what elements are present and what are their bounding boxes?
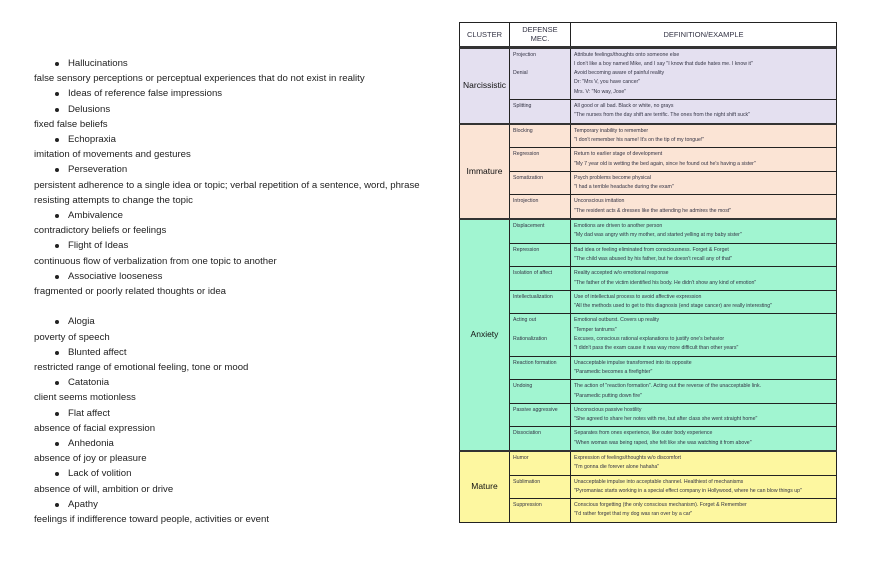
definition-line: Conscious forgetting (the only conscious mechanism). Forget & Remember	[573, 502, 747, 509]
mechanism-cell	[509, 267, 570, 291]
mechanism-cell	[509, 403, 570, 427]
definition-line: "Paramedic becomes a firefighter"	[573, 368, 653, 375]
definition-line: "I had a terrible headache during the exam"	[573, 184, 674, 191]
definition-cell	[570, 171, 836, 195]
mechanism-name: Rationalization	[512, 336, 548, 343]
definition-line: Mrs. V: "No way, Jose"	[573, 88, 627, 95]
table-row	[460, 427, 837, 451]
table-row	[460, 171, 837, 195]
table-row	[460, 47, 837, 99]
cluster-name: Mature	[460, 451, 510, 522]
bullet-term: Blunted affect	[34, 345, 444, 360]
definition-line: Return to earlier stage of development	[573, 151, 663, 158]
term-definition: imitation of movements and gestures	[34, 149, 191, 161]
bullet-term: Ambivalence	[34, 208, 444, 223]
term-definition: feelings if indifference toward people, activities or event	[34, 514, 270, 526]
bullet-term: Flat affect	[34, 406, 444, 421]
definition-line: "She agreed to share her notes with me, but after class she went straight home"	[573, 416, 758, 423]
mechanism-cell	[509, 356, 570, 380]
definition-line: Avoid becoming aware of painful reality	[573, 70, 665, 77]
mechanism-name: Introjection	[512, 198, 539, 205]
definition-cell	[570, 243, 836, 267]
header-definition: DEFINITION/EXAMPLE	[570, 23, 836, 48]
term-definition: poverty of speech	[34, 331, 110, 343]
definition-cell	[570, 219, 836, 243]
term-definition: continuous flow of verbalization from one topic to another	[34, 255, 277, 267]
bullet-term: Ideas of reference false impressions	[34, 86, 444, 101]
definition-line: I don't like a boy named Mike, and I say "I know that dude hates me. I know it"	[573, 60, 753, 67]
mechanism-name: Blocking	[512, 127, 533, 134]
table-row	[460, 499, 837, 523]
bullet-term: Perseveration	[34, 162, 444, 177]
term-definition: fragmented or poorly related thoughts or idea	[34, 286, 226, 298]
definition-line: Use of intellectual process to avoid affective expression	[573, 293, 702, 300]
mechanism-cell	[509, 451, 570, 475]
mechanism-name: Regression	[512, 151, 540, 158]
bullet-term: Alogia	[34, 314, 444, 329]
mechanism-name: Repression	[512, 246, 540, 253]
bullet-term: Echopraxia	[34, 132, 444, 147]
table-row	[460, 124, 837, 148]
table-row	[460, 475, 837, 499]
header-defense-mec: DEFENSE MEC.	[509, 23, 570, 48]
definition-line: Unacceptable impulse into acceptable channel. Healthiest of mechanisms	[573, 478, 744, 485]
bullet-term: Hallucinations	[34, 56, 444, 71]
mechanism-cell	[509, 47, 570, 99]
definition-cell	[570, 148, 836, 172]
definition-cell	[570, 451, 836, 475]
definition-cell	[570, 427, 836, 451]
bullet-term: Catatonia	[34, 375, 444, 390]
table-row	[460, 267, 837, 291]
bullet-term: Flight of Ideas	[34, 238, 444, 253]
term-definition: absence of will, ambition or drive	[34, 483, 174, 495]
definition-cell	[570, 356, 836, 380]
definition-line: Reality accepted w/o emotional response	[573, 270, 669, 277]
mechanism-name: Intellectualization	[512, 293, 553, 300]
mechanism-cell	[509, 171, 570, 195]
definition-line: "I don't remember his name! It's on the tip of my tongue!"	[573, 136, 705, 143]
mechanism-name: Displacement	[512, 223, 545, 230]
definition-line: Emotional outburst. Covers up reality	[573, 317, 660, 324]
definition-line: "Paramedic putting down fire"	[573, 392, 642, 399]
mechanism-cell	[509, 290, 570, 314]
definition-line: "All the methods used to get to this diagnosis (end stage cancer) are really interesting"	[573, 303, 773, 310]
definition-line: "I didn't pass the exam cause it was way more difficult than other years"	[573, 345, 739, 352]
term-definition: client seems motionless	[34, 392, 136, 404]
mechanism-name: Acting out	[512, 317, 537, 324]
bullet-term: Anhedonia	[34, 436, 444, 451]
mechanism-cell	[509, 124, 570, 148]
mechanism-cell	[509, 219, 570, 243]
definition-line: Unacceptable impulse transformed into its opposite	[573, 359, 692, 366]
definition-cell	[570, 100, 836, 124]
mechanism-name: Suppression	[512, 502, 542, 509]
bullet-term: Delusions	[34, 102, 444, 117]
definition-line: Emotions are driven to another person	[573, 223, 663, 230]
mechanism-name: Somatization	[512, 174, 543, 181]
definition-cell	[570, 267, 836, 291]
cluster-name: Immature	[460, 124, 510, 219]
table-row	[460, 148, 837, 172]
definition-line: "The father of the victim identified his body. He didn't show any kind of emotion"	[573, 279, 757, 286]
table-row	[460, 219, 837, 243]
bullet-term: Apathy	[34, 497, 444, 512]
definition-line: Psych problems become physical	[573, 174, 651, 181]
table-row	[460, 403, 837, 427]
table-row	[460, 356, 837, 380]
definition-cell	[570, 380, 836, 404]
definition-cell	[570, 475, 836, 499]
mechanism-cell	[509, 380, 570, 404]
term-definition: false sensory perceptions or perceptual experiences that do not exist in reality	[34, 73, 365, 85]
mechanism-name: Projection	[512, 51, 537, 58]
header-cluster: CLUSTER	[460, 23, 510, 48]
definition-cell	[570, 403, 836, 427]
mechanism-cell	[509, 314, 570, 356]
mechanism-name: Sublimation	[512, 478, 541, 485]
definition-line: The action of "reaction formation". Acting out the reverse of the unacceptable link.	[573, 383, 762, 390]
bullet-term: Associative looseness	[34, 269, 444, 284]
bullet-term: Lack of volition	[34, 466, 444, 481]
mechanism-name: Isolation of affect	[512, 270, 553, 277]
definition-line: Separates from ones experience, like outer body experience	[573, 430, 713, 437]
table-row	[460, 195, 837, 219]
mechanism-name: Dissociation	[512, 430, 541, 437]
mechanism-name: Undoing	[512, 383, 533, 390]
cluster-name: Anxiety	[460, 219, 510, 451]
term-definition: persistent adherence to a single idea or topic; verbal repetition of a sentence, word, phrase resisting attempts to change the topic	[34, 179, 420, 206]
definition-line: "When woman was being raped, she felt like she was watching it from above"	[573, 439, 752, 446]
definition-line: Unconscious imitation	[573, 198, 625, 205]
table-row	[460, 314, 837, 356]
definition-line: "I'm gonna die forever alone hahaha"	[573, 464, 660, 471]
definition-line: Attribute feelings/thoughts onto someone else	[573, 51, 680, 58]
term-definition: contradictory beliefs or feelings	[34, 225, 167, 237]
definition-line: "My 7 year old is wetting the bed again, since he found out he's having a sister"	[573, 160, 756, 167]
mechanism-name: Humor	[512, 454, 529, 461]
mechanism-name: Splitting	[512, 103, 532, 110]
defense-mechanisms-table	[459, 22, 837, 523]
mechanism-cell	[509, 475, 570, 499]
definition-line: Unconscious passive hostility	[573, 406, 642, 413]
table-row	[460, 243, 837, 267]
definition-line: Temporary inability to remember	[573, 127, 649, 134]
definition-line: "I'd rather forget that my dog was ran over by a car"	[573, 511, 693, 518]
definition-cell	[570, 124, 836, 148]
definition-line: "The resident acts & dresses like the attending he admires the most"	[573, 207, 732, 214]
definition-line: Bad idea or feeling eliminated from consciousness. Forget & Forget	[573, 246, 729, 253]
table-row	[460, 100, 837, 124]
definition-line: "Pyromaniac starts working in a special effect company in Hollywood, where he can blow things up"	[573, 487, 802, 494]
mechanism-name: Passive aggressive	[512, 406, 558, 413]
mechanism-name: Denial	[512, 70, 528, 77]
definition-cell	[570, 47, 836, 99]
table-row	[460, 290, 837, 314]
definition-cell	[570, 314, 836, 356]
definition-cell	[570, 290, 836, 314]
definition-cell	[570, 499, 836, 523]
mechanism-cell	[509, 499, 570, 523]
mechanism-cell	[509, 100, 570, 124]
definition-line: Expression of feelings/thoughts w/o discomfort	[573, 454, 681, 461]
definition-line: Dr: "Mrs V, you have cancer"	[573, 79, 641, 86]
term-definition: absence of facial expression	[34, 422, 156, 434]
table-row	[460, 451, 837, 475]
definition-cell	[570, 195, 836, 219]
table-header	[460, 23, 837, 48]
mechanism-cell	[509, 148, 570, 172]
mechanism-cell	[509, 427, 570, 451]
term-definition: fixed false beliefs	[34, 118, 108, 130]
term-definition: absence of joy or pleasure	[34, 453, 147, 465]
definition-line: "The nurses from the day shift are terrific. The ones from the night shift suck"	[573, 112, 750, 119]
definition-line: Excuses, conscious rational explanations to justify one's behavior	[573, 336, 725, 343]
symptom-notes	[34, 56, 444, 527]
definition-line: "My dad was angry with my mother, and started yelling at my baby sister"	[573, 232, 742, 239]
term-definition: restricted range of emotional feeling, tone or mood	[34, 362, 249, 374]
definition-line: All good or all bad. Black or white, no grays	[573, 103, 674, 110]
mechanism-cell	[509, 243, 570, 267]
cluster-name: Narcissistic	[460, 47, 510, 124]
definition-line: "Temper tantrums"	[573, 326, 617, 333]
table-row	[460, 380, 837, 404]
definition-line: "The child was abused by his father, but he doesn't recall any of that"	[573, 255, 733, 262]
mechanism-name: Reaction formation	[512, 359, 557, 366]
mechanism-cell	[509, 195, 570, 219]
